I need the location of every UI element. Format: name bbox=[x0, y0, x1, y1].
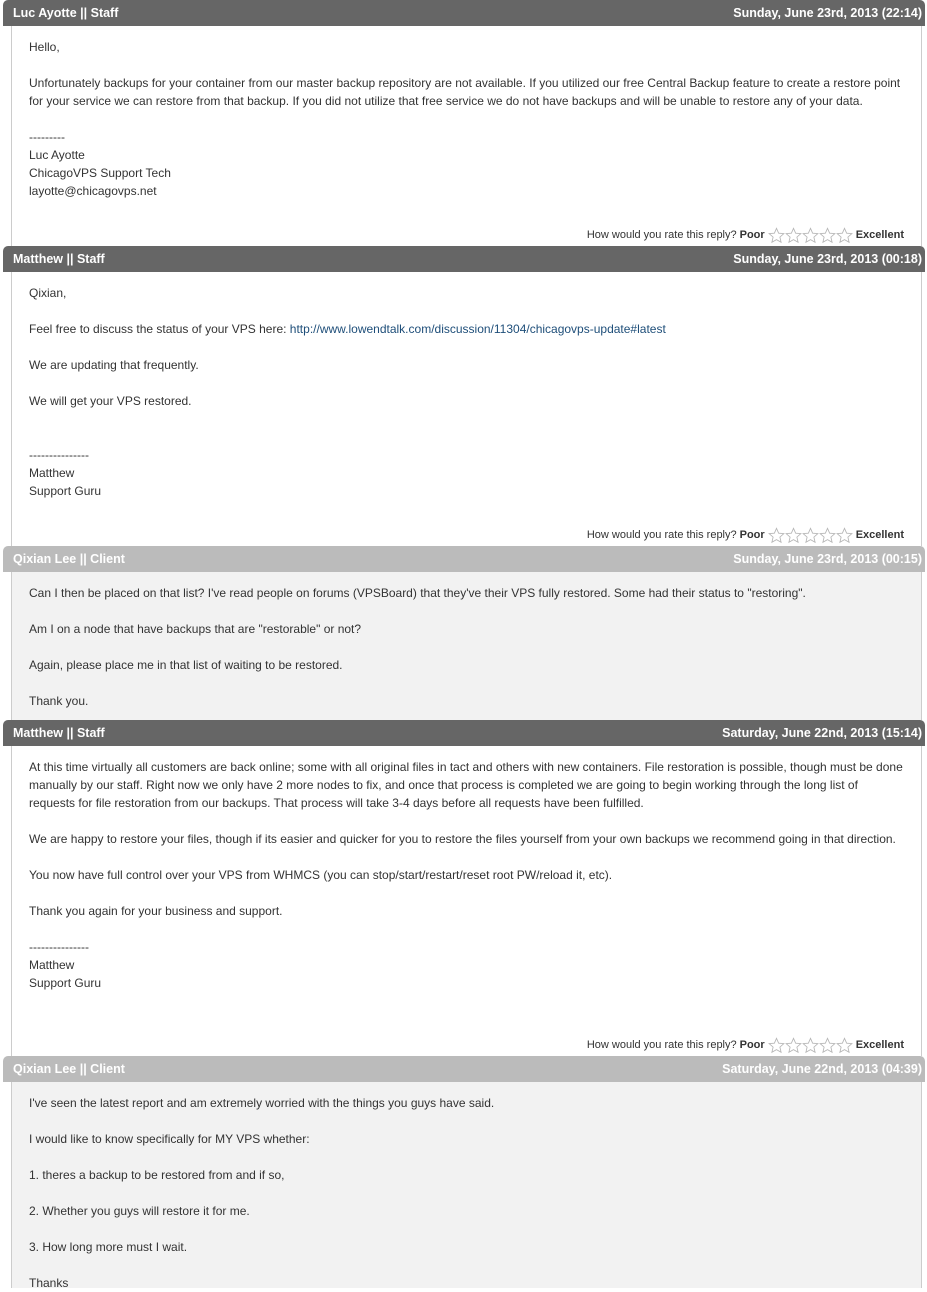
message-date: Saturday, June 22nd, 2013 (15:14) bbox=[722, 726, 922, 740]
message-paragraph: 1. theres a backup to be restored from and if so, bbox=[29, 1168, 285, 1182]
message-paragraph: Hello, bbox=[29, 40, 60, 54]
ticket-message bbox=[0, 546, 927, 720]
message-date: Sunday, June 23rd, 2013 (00:15) bbox=[733, 552, 922, 566]
signature-line: layotte@chicagovps.net bbox=[29, 184, 157, 198]
message-signature bbox=[29, 446, 907, 500]
star-icon[interactable] bbox=[802, 1037, 819, 1054]
message-body bbox=[11, 272, 922, 546]
signature-line: Support Guru bbox=[29, 484, 102, 498]
star-icon[interactable] bbox=[768, 227, 785, 244]
message-date: Saturday, June 22nd, 2013 (04:39) bbox=[722, 1062, 922, 1076]
discussion-link[interactable]: http://www.lowendtalk.com/discussion/11304/chicagovps-update#latest bbox=[289, 322, 666, 336]
rating-prompt: How would you rate this reply? bbox=[586, 1039, 737, 1051]
message-header bbox=[3, 720, 925, 746]
signature-line: --------------- bbox=[29, 940, 89, 954]
reply-rating bbox=[587, 1036, 907, 1054]
message-paragraph: I would like to know specifically for MY VPS whether: bbox=[29, 1132, 310, 1146]
rating-stars bbox=[768, 1037, 853, 1054]
ticket-message bbox=[0, 1056, 927, 1288]
star-icon[interactable] bbox=[768, 1037, 785, 1054]
message-date: Sunday, June 23rd, 2013 (00:18) bbox=[733, 252, 922, 266]
ticket-message bbox=[0, 0, 927, 246]
star-icon[interactable] bbox=[802, 227, 819, 244]
message-body bbox=[11, 572, 922, 720]
star-icon[interactable] bbox=[819, 1037, 836, 1054]
message-paragraph: Thank you again for your business and support. bbox=[29, 904, 283, 918]
message-author: Matthew || Staff bbox=[13, 726, 105, 740]
message-paragraph: 3. How long more must I wait. bbox=[29, 1240, 188, 1254]
rating-poor-label: Poor bbox=[739, 1039, 765, 1051]
message-header bbox=[3, 0, 925, 26]
ticket-message bbox=[0, 720, 927, 1056]
message-body bbox=[11, 1082, 922, 1288]
message-author: Matthew || Staff bbox=[13, 252, 105, 266]
star-icon[interactable] bbox=[785, 1037, 802, 1054]
message-paragraph: We are happy to restore your files, though if its easier and quicker for you to restore the files yourself from your own backups we recommend going in that direction. bbox=[29, 832, 896, 846]
signature-line: Support Guru bbox=[29, 976, 102, 990]
rating-stars bbox=[768, 527, 853, 544]
star-icon[interactable] bbox=[836, 227, 853, 244]
message-paragraph: 2. Whether you guys will restore it for me. bbox=[29, 1204, 250, 1218]
star-icon[interactable] bbox=[802, 527, 819, 544]
message-paragraph: Can I then be placed on that list? I've read people on forums (VPSBoard) that they've their VPS fully restored. Some had their status to "restoring". bbox=[29, 586, 806, 600]
message-date: Sunday, June 23rd, 2013 (22:14) bbox=[733, 6, 922, 20]
message-paragraph: Thank you. bbox=[29, 694, 89, 708]
message-paragraph: We are updating that frequently. bbox=[29, 358, 199, 372]
message-body bbox=[11, 746, 922, 1056]
rating-poor-label: Poor bbox=[739, 229, 765, 241]
star-icon[interactable] bbox=[819, 527, 836, 544]
message-header bbox=[3, 246, 925, 272]
star-icon[interactable] bbox=[836, 527, 853, 544]
star-icon[interactable] bbox=[819, 227, 836, 244]
signature-line: ChicagoVPS Support Tech bbox=[29, 166, 171, 180]
message-paragraph: Thanks bbox=[29, 1276, 69, 1290]
signature-line: --------- bbox=[29, 130, 65, 144]
rating-poor-label: Poor bbox=[739, 529, 765, 541]
message-paragraph: Qixian, bbox=[29, 286, 67, 300]
star-icon[interactable] bbox=[785, 227, 802, 244]
rating-stars bbox=[768, 227, 853, 244]
message-paragraph: Feel free to discuss the status of your VPS here: http://www.lowendtalk.com/discussion/11304/chicagovps-update#latest bbox=[29, 322, 666, 336]
message-signature bbox=[29, 938, 907, 992]
star-icon[interactable] bbox=[768, 527, 785, 544]
message-author: Qixian Lee || Client bbox=[13, 552, 125, 566]
signature-line: Matthew bbox=[29, 958, 75, 972]
message-author: Qixian Lee || Client bbox=[13, 1062, 125, 1076]
message-paragraph: I've seen the latest report and am extremely worried with the things you guys have said. bbox=[29, 1096, 495, 1110]
star-icon[interactable] bbox=[785, 527, 802, 544]
message-body bbox=[11, 26, 922, 246]
message-paragraph: Unfortunately backups for your container from our master backup repository are not available. If you utilized our free Central Backup feature to create a restore point for your service we can restore from that backup. If you did not utilize that free service we do not have backups and will be unable to restore any of your data. bbox=[29, 76, 901, 108]
rating-prompt: How would you rate this reply? bbox=[586, 529, 737, 541]
message-signature bbox=[29, 128, 907, 200]
reply-rating bbox=[587, 226, 907, 244]
message-paragraph: At this time virtually all customers are back online; some with all original files in tact and others with new containers. File restoration is possible, though must be done manually by our staff. Right now we only have 2 more nodes to fix, and once that process is completed we are going to begin working through the long list of requests for file restoration from our backups. That process will take 3-4 days before all requests have been fulfilled. bbox=[29, 760, 903, 810]
message-paragraph: We will get your VPS restored. bbox=[29, 394, 192, 408]
signature-line: Matthew bbox=[29, 466, 75, 480]
signature-line: Luc Ayotte bbox=[29, 148, 85, 162]
rating-excellent-label: Excellent bbox=[855, 229, 904, 241]
signature-line: --------------- bbox=[29, 448, 89, 462]
message-paragraph: Am I on a node that have backups that are "restorable" or not? bbox=[29, 622, 362, 636]
rating-excellent-label: Excellent bbox=[855, 1039, 904, 1051]
ticket-message bbox=[0, 246, 927, 546]
rating-prompt: How would you rate this reply? bbox=[586, 229, 737, 241]
star-icon[interactable] bbox=[836, 1037, 853, 1054]
message-author: Luc Ayotte || Staff bbox=[13, 6, 119, 20]
message-paragraph: Again, please place me in that list of waiting to be restored. bbox=[29, 658, 343, 672]
message-header bbox=[3, 1056, 925, 1082]
message-header bbox=[3, 546, 925, 572]
rating-excellent-label: Excellent bbox=[855, 529, 904, 541]
reply-rating bbox=[587, 526, 907, 544]
message-paragraph: You now have full control over your VPS from WHMCS (you can stop/start/restart/reset root PW/reload it, etc). bbox=[29, 868, 613, 882]
